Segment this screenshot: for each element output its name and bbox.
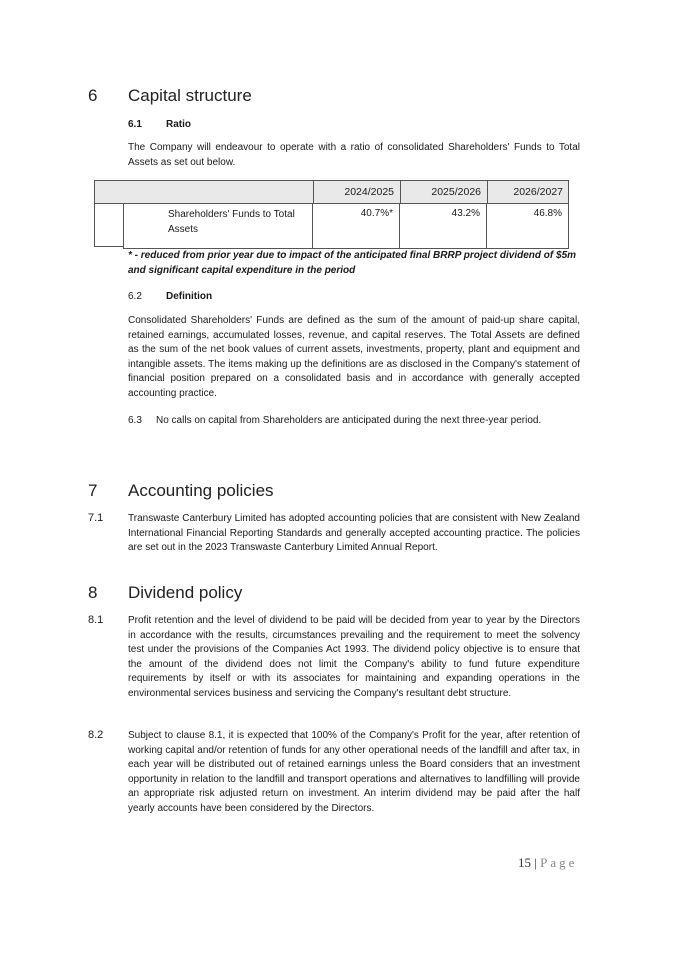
page-separator: | (534, 855, 537, 870)
subsection-title: Definition (166, 291, 213, 302)
table-border (312, 204, 313, 248)
page-word: Page (540, 855, 578, 870)
table-border (486, 204, 487, 248)
clause-number: 8.2 (88, 729, 104, 741)
clause-number: 8.1 (88, 614, 104, 626)
table-border (123, 204, 124, 248)
definition-paragraph: Consolidated Shareholders' Funds are defined as the sum of the amount of paid-up share capital, retained earnings, accumulated losses, revenue, and capital reserves. The Total Assets are defined as the sum of the net book values of current assets, investments, property, plant and equipment and intangible assets. The items making up the definitions are as disclosed in the Company's statement of financial position prepared on a consolidated basis and in accordance with generally accepted accounting practice. (128, 315, 580, 399)
section-number: 8 (88, 583, 98, 602)
table-footnote: * - reduced from prior year due to impact of the anticipated final BRRP project dividend of $5m and significant capital expenditure in the period (128, 250, 577, 276)
clause-paragraph: Subject to clause 8.1, it is expected that 100% of the Company's Profit for the year, after retention of working capital and/or retention of funds for any other operational needs of the landfill and after tax, in each year will be distributed out of retained earnings unless the Board considers that an investment opportunity in relation to the landfill and transport operations and alternatives to landfilling will provide an appropriate risk adjusted return on investment. An interim dividend may be paid after the half yearly accounts have been considered by the Directors. (128, 730, 580, 814)
section-title: Capital structure (128, 86, 252, 105)
table-cell: 43.2% (451, 208, 480, 219)
ratio-paragraph: The Company will endeavour to operate with a ratio of consolidated Shareholders' Funds to Total Assets as set out below. (128, 142, 580, 168)
clause-paragraph: Profit retention and the level of dividend to be paid will be decided from year to year by the Directors in accordance with the results, circumstances prevailing and the requirement to meet the solvency test under the provisions of the Companies Act 1993. The dividend policy objective is to ensure that the amount of the dividend does not limit the Company's ability to fund future expenditure requirements by itself or with its associates for maintaining and expanding operations in the environmental services business and servicing the Company's resultant debt structure. (128, 615, 580, 699)
table-header-cell: 2025/2026 (400, 181, 487, 203)
table-border (94, 204, 95, 246)
table-row-label: Shareholders' Funds to Total Assets (168, 209, 295, 235)
subsection-number: 6.2 (128, 291, 142, 302)
section-number: 7 (88, 481, 98, 500)
section-number: 6 (88, 86, 98, 105)
calls-paragraph: No calls on capital from Shareholders are anticipated during the next three-year period. (156, 415, 542, 426)
table-cell: 40.7%* (360, 208, 393, 219)
table-header-cell: 2026/2027 (487, 181, 569, 203)
table-header-cell: 2024/2025 (313, 181, 400, 203)
table-border (568, 204, 569, 248)
section-title: Accounting policies (128, 481, 274, 500)
table-cell: 46.8% (533, 208, 562, 219)
table-border (94, 246, 124, 247)
page-number: 15 (518, 855, 531, 870)
clause-paragraph: Transwaste Canterbury Limited has adopted accounting policies that are consistent with New Zealand International Financial Reporting Standards and generally accepted accounting practice. The policies are set out in the 2023 Transwaste Canterbury Limited Annual Report. (128, 513, 580, 554)
subsection-number: 6.1 (128, 119, 142, 130)
table-border (399, 204, 400, 248)
subsection-number: 6.3 (128, 415, 142, 426)
subsection-title: Ratio (166, 119, 191, 130)
page-footer (518, 855, 577, 871)
clause-number: 7.1 (88, 512, 104, 524)
table-header-row (94, 180, 569, 204)
ratio-table (94, 180, 569, 250)
section-title: Dividend policy (128, 583, 243, 602)
